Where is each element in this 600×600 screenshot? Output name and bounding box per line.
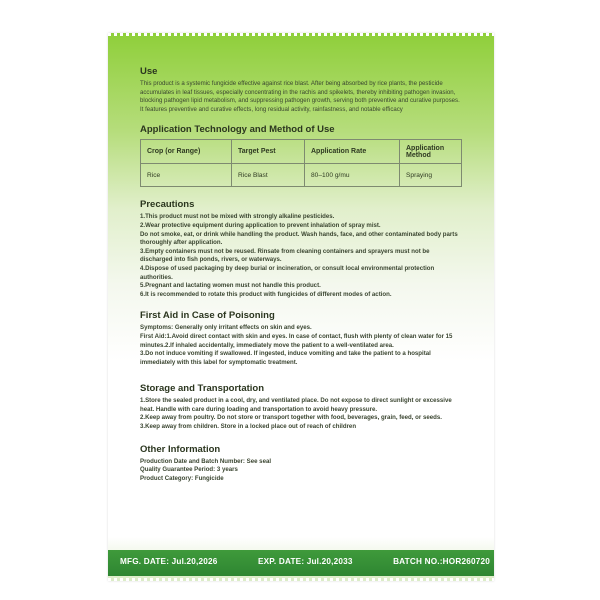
use-text: This product is a systemic fungicide effective against rice blast. After being absorbed by rice plants, the pesticide accumulates in leaf tissues, especially concentrating in the rachis and spikelets, thereby inhibiting pathogen invasion, blocking pathogen lipid metabolism, and suppressing pathogen growth, serving both preventive and curative purposes. It features preventive and curative effects, long residual activity, rainfastness, and notable efficacy bbox=[140, 80, 460, 113]
list-item: 3.Empty containers must not be reused. Rinsate from cleaning containers and sprayers must not be discharged into fish ponds, rivers, or waterways. bbox=[140, 247, 430, 264]
first-aid-section bbox=[140, 310, 462, 367]
bottom-seal-serration bbox=[108, 578, 494, 581]
storage-list bbox=[140, 397, 462, 431]
list-item: Quality Guarantee Period: 3 years bbox=[140, 466, 238, 474]
list-item: First Aid:1.Avoid direct contact with skin and eyes. In case of contact, flush with plenty of clean water for 15 minutes.2.If inhaled accidentally, immediately move the patient to a well-ventilated area. bbox=[140, 332, 453, 349]
table-cell: Rice bbox=[141, 164, 232, 187]
table-cell: Spraying bbox=[400, 164, 462, 187]
top-seal-serration bbox=[108, 33, 494, 36]
column-header: Crop (or Range) bbox=[141, 140, 232, 164]
precautions-heading: Precautions bbox=[140, 199, 195, 211]
list-item: Product Category: Fungicide bbox=[140, 474, 224, 482]
list-item: 1.Store the sealed product in a cool, dry, and ventilated place. Do not expose to direct sunlight or excessive heat. Handle with care during loading and transportation to avoid heavy pressure. bbox=[140, 397, 452, 413]
first-aid-list bbox=[140, 324, 462, 367]
list-item: Production Date and Batch Number: See seal bbox=[140, 457, 272, 465]
list-item: 3.Do not induce vomiting if swallowed. If ingested, induce vomiting and take the patient to a hospital immediately with this label for symptomatic treatment. bbox=[140, 350, 431, 366]
use-section bbox=[140, 66, 462, 114]
column-header: Application Method bbox=[400, 140, 462, 164]
other-info-list bbox=[140, 458, 462, 484]
exp-date: EXP. DATE: Jul.20,2033 bbox=[257, 557, 353, 566]
list-item: 2.Keep away from poultry. Do not store or transport together with food, beverages, grain, feed, or seeds. bbox=[140, 414, 442, 422]
precautions-list bbox=[140, 213, 462, 299]
table-row bbox=[141, 164, 462, 187]
list-item: 2.Wear protective equipment during application to prevent inhalation of spray mist. bbox=[140, 221, 381, 229]
storage-heading: Storage and Transportation bbox=[140, 383, 265, 395]
other-info-heading: Other Information bbox=[140, 443, 221, 455]
application-heading: Application Technology and Method of Use bbox=[140, 124, 335, 136]
list-item: 6.It is recommended to rotate this product with fungicides of different modes of action. bbox=[140, 290, 392, 298]
list-item: 1.This product must not be mixed with strongly alkaline pesticides. bbox=[140, 213, 335, 221]
label-content bbox=[140, 66, 462, 483]
list-item: Do not smoke, eat, or drink while handling the product. Wash hands, face, and other contaminated body parts thoroughly after application. bbox=[140, 230, 458, 247]
table-header-row bbox=[141, 140, 462, 164]
other-info-section bbox=[140, 444, 462, 484]
table-cell: 80–100 g/mu bbox=[305, 164, 400, 187]
table-cell: Rice Blast bbox=[232, 164, 305, 187]
list-item: Symptoms: Generally only irritant effects on skin and eyes. bbox=[140, 324, 312, 332]
column-header: Application Rate bbox=[305, 140, 400, 164]
column-header: Target Pest bbox=[232, 140, 305, 164]
storage-section bbox=[140, 383, 462, 431]
precautions-section bbox=[140, 199, 462, 299]
first-aid-heading: First Aid in Case of Poisoning bbox=[140, 310, 275, 322]
application-table bbox=[140, 139, 462, 187]
list-item: 4.Dispose of used packaging by deep burial or incineration, or consult local environmental protection authorities. bbox=[140, 264, 435, 281]
list-item: 3.Keep away from children. Store in a locked place out of reach of children bbox=[140, 423, 357, 431]
use-heading: Use bbox=[140, 66, 158, 77]
list-item: 5.Pregnant and lactating women must not handle this product. bbox=[140, 282, 321, 290]
batch-number: BATCH NO.:HOR260720 bbox=[393, 557, 490, 566]
footer-info bbox=[120, 557, 490, 566]
mfg-date: MFG. DATE: Jul.20,2026 bbox=[120, 557, 218, 566]
application-section bbox=[140, 124, 462, 187]
